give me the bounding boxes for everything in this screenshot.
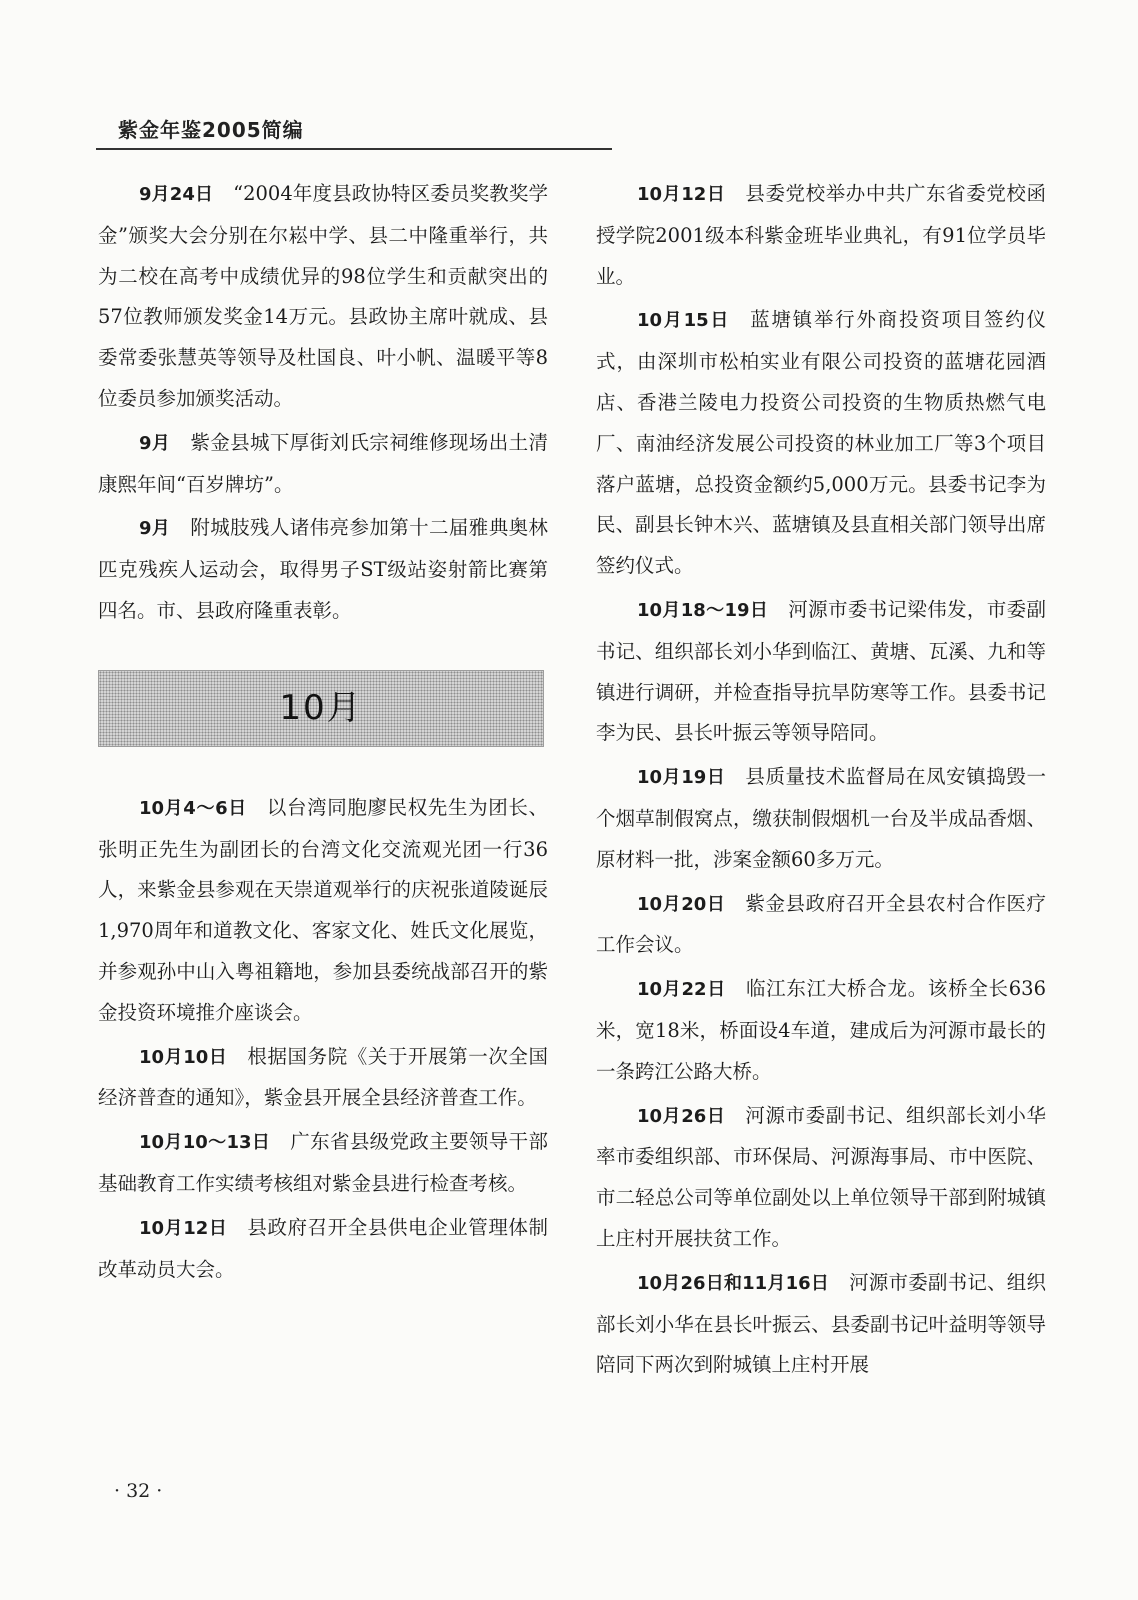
page-number: · 32 · [114,1480,163,1502]
chronicle-entry [596,174,1046,297]
entry-date: 10月19日 [637,767,726,789]
entry-text: 河源市委副书记、组织部长刘小华在县长叶振云、县委副书记叶益明等领导陪同下两次到附城镇上庄村开展 [596,1270,1046,1377]
entry-text: 临江东江大桥合龙。该桥全长636米，宽18米，桥面设4车道，建成后为河源市最长的一条跨江公路大桥。 [596,977,1046,1083]
entry-date: 10月20日 [637,893,726,915]
entry-date: 10月12日 [139,1217,228,1239]
entry-text: 紫金县城下厚街刘氏宗祠维修现场出土清康熙年间“百岁牌坊”。 [98,430,548,496]
entry-text: “2004年度县政协特区委员奖教奖学金”颁奖大会分别在尔崧中学、县二中隆重举行，共为二校在高考中成绩优异的98位学生和贡献突出的57位教师颁发奖金14万元。县政协主席叶就成、县委常委张慧英等领导及杜国良、叶小帆、温暖平等8位委员参加颁奖活动。 [98,182,548,410]
entry-text: 紫金县政府召开全县农村合作医疗工作会议。 [596,891,1046,957]
entry-text: 以台湾同胞廖民权先生为团长、张明正先生为副团长的台湾文化交流观光团一行36人，来紫金县参观在天崇道观举行的庆祝张道陵诞辰1,970周年和道教文化、客家文化、姓氏文化展览，并参观孙中山入粤祖籍地，参加县委统战部召开的紫金投资环境推介座谈会。 [98,795,548,1024]
entry-text: 蓝塘镇举行外商投资项目签约仪式，由深圳市松柏实业有限公司投资的蓝塘花园酒店、香港兰陵电力投资公司投资的生物质热燃气电厂、南油经济发展公司投资的林业加工厂等3个项目落户蓝塘，总投资金额约5,000万元。县委书记李为民、副县长钟木兴、蓝塘镇及县直相关部门领导出席签约仪式。 [596,308,1046,578]
chronicle-entry [98,423,548,506]
chronicle-entry [98,174,548,420]
entry-text: 县政府召开全县供电企业管理体制改革动员大会。 [98,1215,548,1281]
entry-text: 县质量技术监督局在凤安镇捣毁一个烟草制假窝点，缴获制假烟机一台及半成品香烟、原材料一批，涉案金额60多万元。 [596,765,1046,871]
entry-date: 10月10～13日 [139,1132,271,1154]
right-column [596,174,1046,1386]
chronicle-entry [98,788,548,1034]
chronicle-entry [596,757,1046,880]
chronicle-entry [98,1122,548,1205]
entry-text: 附城肢残人诸伟亮参加第十二届雅典奥林匹克残疾人运动会，取得男子ST级站姿射箭比赛第四名。市、县政府隆重表彰。 [98,516,548,622]
left-column [98,174,548,1290]
entry-date: 10月26日 [637,1105,726,1127]
chronicle-entry [98,508,548,631]
entry-date: 10月12日 [637,184,726,205]
entry-date: 10月4～6日 [139,797,247,819]
chronicle-entry [98,1208,548,1291]
chronicle-entry [98,1037,548,1120]
entry-date: 9月 [139,518,171,540]
entry-date: 10月26日和11月16日 [637,1272,830,1294]
chronicle-entry [596,969,1046,1092]
entry-date: 10月10日 [139,1046,228,1068]
entry-text: 广东省县级党政主要领导干部基础教育工作实绩考核组对紫金县进行检查考核。 [98,1130,548,1195]
chronicle-entry [596,300,1046,587]
page-header-title: 紫金年鉴2005简编 [118,118,304,142]
month-heading: 10月 [279,687,363,728]
entry-date: 10月15日 [637,310,731,332]
entry-text: 县委党校举办中共广东省委党校函授学院2001级本科紫金班毕业典礼，有91位学员毕业。 [596,182,1046,288]
header-divider [96,148,612,150]
entry-date: 10月18～19日 [637,599,769,621]
chronicle-entry [596,590,1046,754]
chronicle-entry [596,1096,1046,1260]
entry-text: 河源市委副书记、组织部长刘小华率市委组织部、市环保局、河源海事局、市中医院、市二轻总公司等单位副处以上单位领导干部到附城镇上庄村开展扶贫工作。 [596,1103,1046,1250]
entry-text: 根据国务院《关于开展第一次全国经济普查的通知》，紫金县开展全县经济普查工作。 [98,1044,548,1110]
month-section-banner [98,670,544,747]
chronicle-entry [596,884,1046,967]
entry-date: 9月24日 [139,184,214,205]
entry-text: 河源市委书记梁伟发，市委副书记、组织部长刘小华到临江、黄塘、瓦溪、九和等镇进行调研，并检查指导抗旱防寒等工作。县委书记李为民、县长叶振云等领导陪同。 [596,597,1046,745]
chronicle-entry [596,1263,1046,1386]
entry-date: 10月22日 [637,979,726,1001]
entry-date: 9月 [139,432,171,454]
